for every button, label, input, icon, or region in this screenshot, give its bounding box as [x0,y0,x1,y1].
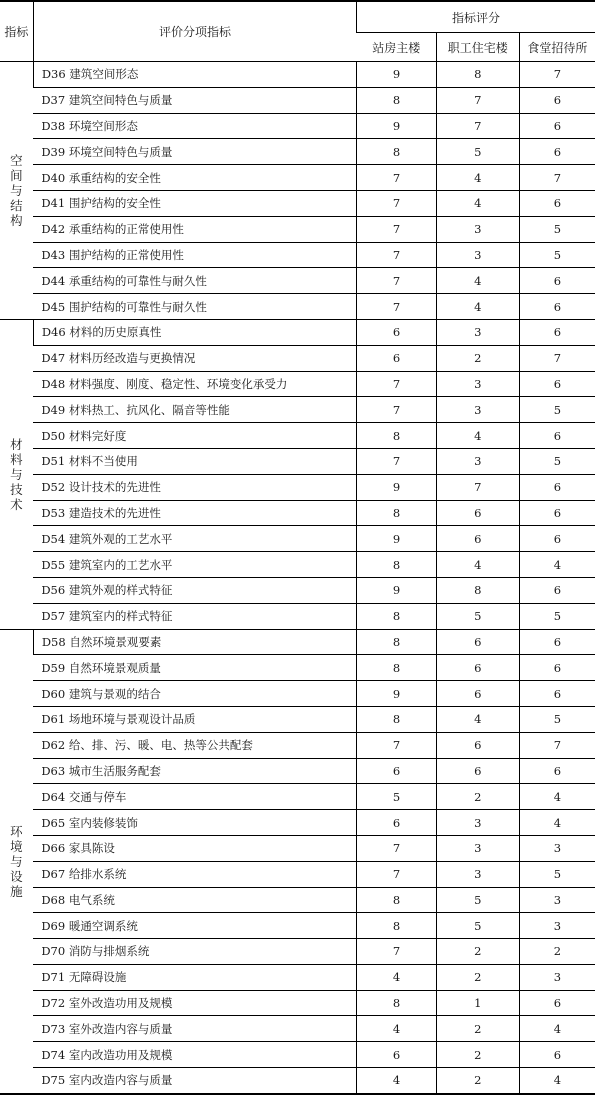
score-cell: 6 [519,681,595,707]
table-row [0,732,595,758]
score-cell: 8 [436,62,519,88]
sub-indicator-name: D46 材料的历史原真性 [33,319,356,345]
sub-indicator-name: D47 材料历经改造与更换情况 [33,345,356,371]
score-cell: 6 [436,655,519,681]
sub-indicator-name: D69 暖通空调系统 [33,913,356,939]
score-cell: 6 [436,732,519,758]
table-row [0,835,595,861]
score-cell: 7 [357,835,437,861]
sub-indicator-name: D50 材料完好度 [33,423,356,449]
sub-indicator-name: D65 室内装修装饰 [33,810,356,836]
sub-indicator-name: D59 自然环境景观质量 [33,655,356,681]
score-cell: 5 [519,397,595,423]
table-body [0,62,595,1094]
table-row [0,603,595,629]
score-cell: 4 [519,784,595,810]
score-cell: 8 [357,887,437,913]
table-row [0,397,595,423]
score-cell: 7 [436,474,519,500]
score-cell: 7 [357,190,437,216]
score-cell: 5 [357,784,437,810]
sub-indicator-name: D71 无障碍设施 [33,964,356,990]
score-cell: 3 [436,216,519,242]
sub-indicator-name: D62 给、排、污、暖、电、热等公共配套 [33,732,356,758]
score-cell: 5 [436,913,519,939]
score-cell: 2 [436,345,519,371]
score-cell: 7 [357,268,437,294]
score-cell: 6 [519,371,595,397]
score-cell: 6 [357,810,437,836]
score-cell: 6 [357,758,437,784]
sub-indicator-name: D43 围护结构的正常使用性 [33,242,356,268]
score-cell: 8 [357,139,437,165]
group-label: 空间与结构 [10,152,23,228]
score-cell: 4 [357,1068,437,1094]
score-cell: 6 [519,423,595,449]
score-cell: 7 [519,732,595,758]
score-cell: 2 [436,964,519,990]
table-row [0,887,595,913]
sub-indicator-name: D66 家具陈设 [33,835,356,861]
score-cell: 6 [519,1042,595,1068]
sub-indicator-name: D54 建筑外观的工艺水平 [33,526,356,552]
sub-indicator-name: D41 围护结构的安全性 [33,190,356,216]
score-cell: 6 [436,526,519,552]
score-cell: 7 [436,87,519,113]
table-row [0,62,595,88]
table-row [0,758,595,784]
header-score-col: 食堂招待所 [519,33,595,62]
score-cell: 3 [436,397,519,423]
score-cell: 4 [436,165,519,191]
score-cell: 2 [436,1068,519,1094]
score-cell: 6 [519,990,595,1016]
sub-indicator-name: D70 消防与排烟系统 [33,939,356,965]
sub-indicator-name: D38 环境空间形态 [33,113,356,139]
table-row [0,629,595,655]
score-cell: 6 [357,319,437,345]
group-label-cell [0,629,33,1094]
score-cell: 8 [357,629,437,655]
score-cell: 6 [436,629,519,655]
score-cell: 4 [519,810,595,836]
sub-indicator-name: D40 承重结构的安全性 [33,165,356,191]
score-cell: 1 [436,990,519,1016]
score-cell: 7 [357,397,437,423]
sub-indicator-name: D53 建造技术的先进性 [33,500,356,526]
score-cell: 7 [519,62,595,88]
table-row [0,1016,595,1042]
score-cell: 8 [357,87,437,113]
score-cell: 5 [519,216,595,242]
score-cell: 2 [436,1016,519,1042]
score-cell: 9 [357,681,437,707]
score-cell: 6 [519,190,595,216]
table-row [0,190,595,216]
score-cell: 8 [357,500,437,526]
score-cell: 7 [357,371,437,397]
score-cell: 7 [357,939,437,965]
sub-indicator-name: D61 场地环境与景观设计品质 [33,706,356,732]
score-cell: 8 [357,706,437,732]
score-cell: 3 [519,835,595,861]
table-row [0,939,595,965]
score-cell: 2 [519,939,595,965]
score-cell: 6 [519,294,595,320]
score-cell: 8 [357,423,437,449]
score-cell: 5 [436,603,519,629]
score-cell: 7 [357,861,437,887]
table-row [0,655,595,681]
score-cell: 4 [436,268,519,294]
score-cell: 8 [357,990,437,1016]
table-row [0,964,595,990]
sub-indicator-name: D63 城市生活服务配套 [33,758,356,784]
score-cell: 7 [357,732,437,758]
score-cell: 4 [519,1016,595,1042]
score-cell: 7 [436,113,519,139]
score-cell: 5 [436,887,519,913]
group-label: 环境与设施 [10,823,23,899]
score-cell: 9 [357,62,437,88]
score-cell: 9 [357,474,437,500]
score-cell: 6 [519,113,595,139]
score-cell: 6 [519,655,595,681]
score-cell: 3 [436,861,519,887]
sub-indicator-name: D74 室内改造功用及规模 [33,1042,356,1068]
table-row [0,681,595,707]
header-score-col: 职工住宅楼 [436,33,519,62]
sub-indicator-name: D73 室外改造内容与质量 [33,1016,356,1042]
table-row [0,861,595,887]
score-cell: 3 [519,964,595,990]
group-label-cell [0,62,33,320]
score-cell: 6 [519,139,595,165]
table-row [0,294,595,320]
score-cell: 4 [436,552,519,578]
score-cell: 7 [357,242,437,268]
header-score-col: 站房主楼 [357,33,437,62]
table-row [0,216,595,242]
table-row [0,1068,595,1094]
sub-indicator-name: D64 交通与停车 [33,784,356,810]
score-cell: 6 [519,474,595,500]
sub-indicator-name: D68 电气系统 [33,887,356,913]
sub-indicator-name: D48 材料强度、刚度、稳定性、环境变化承受力 [33,371,356,397]
table-row [0,552,595,578]
score-cell: 7 [357,216,437,242]
score-cell: 6 [436,681,519,707]
score-cell: 3 [436,319,519,345]
sub-indicator-name: D51 材料不当使用 [33,448,356,474]
score-cell: 6 [519,319,595,345]
score-cell: 7 [519,165,595,191]
score-cell: 7 [519,345,595,371]
score-cell: 8 [357,655,437,681]
score-cell: 4 [519,552,595,578]
score-cell: 6 [357,345,437,371]
score-cell: 9 [357,577,437,603]
score-cell: 3 [436,810,519,836]
score-cell: 6 [519,268,595,294]
score-cell: 6 [436,500,519,526]
score-cell: 3 [519,913,595,939]
score-cell: 4 [436,706,519,732]
sub-indicator-name: D75 室内改造内容与质量 [33,1068,356,1094]
table-row [0,87,595,113]
table-row [0,423,595,449]
sub-indicator-name: D72 室外改造功用及规模 [33,990,356,1016]
score-cell: 6 [436,758,519,784]
table-row [0,706,595,732]
table-row [0,577,595,603]
table-row [0,371,595,397]
score-cell: 6 [519,577,595,603]
score-cell: 4 [519,1068,595,1094]
table-header [0,1,595,62]
table-row [0,319,595,345]
sub-indicator-name: D42 承重结构的正常使用性 [33,216,356,242]
score-cell: 3 [519,887,595,913]
sub-indicator-name: D52 设计技术的先进性 [33,474,356,500]
table-row [0,268,595,294]
table-row [0,913,595,939]
score-cell: 3 [436,448,519,474]
score-cell: 5 [519,861,595,887]
sub-indicator-name: D60 建筑与景观的结合 [33,681,356,707]
score-cell: 8 [357,603,437,629]
score-cell: 7 [357,165,437,191]
score-cell: 8 [436,577,519,603]
table-row [0,526,595,552]
score-cell: 6 [519,758,595,784]
score-cell: 6 [519,526,595,552]
table-row [0,113,595,139]
table-row [0,474,595,500]
sub-indicator-name: D57 建筑室内的样式特征 [33,603,356,629]
sub-indicator-name: D67 给排水系统 [33,861,356,887]
score-cell: 4 [357,1016,437,1042]
sub-indicator-name: D37 建筑空间特色与质量 [33,87,356,113]
score-cell: 6 [519,629,595,655]
header-indicator: 指标 [0,1,33,62]
sub-indicator-name: D45 围护结构的可靠性与耐久性 [33,294,356,320]
sub-indicator-name: D36 建筑空间形态 [33,62,356,88]
score-cell: 4 [436,294,519,320]
score-cell: 5 [519,242,595,268]
score-cell: 5 [436,139,519,165]
table-row [0,345,595,371]
group-label: 材料与技术 [10,436,23,512]
score-cell: 5 [519,603,595,629]
sub-indicator-name: D44 承重结构的可靠性与耐久性 [33,268,356,294]
sub-indicator-name: D39 环境空间特色与质量 [33,139,356,165]
sub-indicator-name: D58 自然环境景观要素 [33,629,356,655]
score-cell: 7 [357,294,437,320]
score-cell: 6 [519,87,595,113]
table-row [0,990,595,1016]
score-cell: 2 [436,784,519,810]
score-cell: 2 [436,939,519,965]
header-sub-indicator: 评价分项指标 [33,1,356,62]
table-row [0,448,595,474]
score-cell: 4 [357,964,437,990]
score-cell: 5 [519,706,595,732]
sub-indicator-name: D56 建筑外观的样式特征 [33,577,356,603]
table-row [0,139,595,165]
group-label-cell [0,319,33,629]
header-score-group: 指标评分 [357,1,595,33]
table-row [0,784,595,810]
table-row [0,165,595,191]
score-cell: 8 [357,913,437,939]
table-row [0,500,595,526]
score-cell: 3 [436,242,519,268]
sub-indicator-name: D55 建筑室内的工艺水平 [33,552,356,578]
score-cell: 5 [519,448,595,474]
table-row [0,242,595,268]
score-cell: 6 [519,500,595,526]
score-cell: 3 [436,371,519,397]
score-cell: 9 [357,113,437,139]
sub-indicator-name: D49 材料热工、抗风化、隔音等性能 [33,397,356,423]
table-row [0,810,595,836]
table-row [0,1042,595,1068]
score-cell: 4 [436,423,519,449]
score-cell: 6 [357,1042,437,1068]
score-cell: 8 [357,552,437,578]
score-cell: 3 [436,835,519,861]
score-cell: 2 [436,1042,519,1068]
score-cell: 4 [436,190,519,216]
score-cell: 9 [357,526,437,552]
score-cell: 7 [357,448,437,474]
